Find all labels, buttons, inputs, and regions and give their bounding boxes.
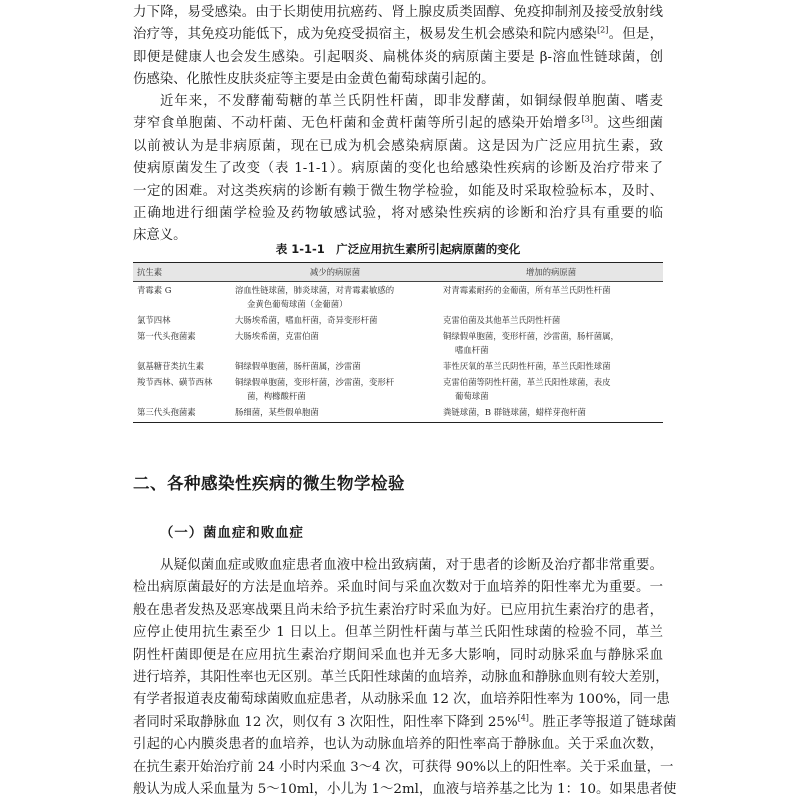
text-line: 力下降，易受感染。由于长期使用抗癌药、肾上腺皮质类固醇、免疫抑制剂及接受放射线: [133, 5, 663, 20]
cell-decreased-pathogens: [231, 312, 439, 328]
cell-increased-pathogens: [439, 374, 663, 404]
cell-increased-pathogens: [439, 328, 663, 358]
text-run: 者同时采取静脉血 12 次，则仅有 3 次阳性，阳性率下降到 25%: [133, 714, 518, 730]
table-row: [133, 374, 663, 404]
text-line: 阴性杆菌即便是在应用抗生素治疗期间采血也并无多大影响，同时动脉采血与静脉采血: [133, 647, 663, 663]
table-row: [133, 328, 663, 358]
table-row: [133, 404, 663, 423]
cell-antibiotic: 氯节四林: [137, 315, 171, 325]
text-line: 即便是健康人也会发生感染。引起咽炎、扁桃体炎的病原菌主要是 β-溶血性链球菌，创: [133, 49, 663, 65]
cell-decreased-pathogens: [231, 404, 439, 423]
cell-antibiotic: 青霉素 G: [137, 285, 172, 295]
text-line: 使病原菌发生了改变（表 1-1-1）。病原菌的变化也给感染性疾病的诊断及治疗带来了: [133, 161, 663, 177]
cell-line: 大肠埃希菌，克雷伯菌: [235, 331, 319, 341]
text-run: 。但是，: [608, 27, 664, 43]
text-run: 。这些细菌: [592, 116, 664, 132]
cell-line: 葡萄球菌: [455, 391, 489, 401]
text-run: 治疗等，其免疫功能低下，成为免疫受损宿主，极易发生机会感染和院内感染: [133, 27, 598, 43]
cell-increased-pathogens: [439, 282, 663, 313]
column-header: 增加的病原菌: [439, 263, 663, 282]
citation-ref: [4]: [517, 713, 529, 723]
text-line: 应停止使用抗生素至少 1 日以上。但革兰阴性杆菌与革兰氏阳性球菌的检验不同，革兰: [133, 625, 663, 641]
table-header-row: [133, 263, 663, 282]
column-header: 减少的病原菌: [231, 263, 439, 282]
cell-line: 铜绿假单胞菌，肠杆菌属，沙雷菌: [235, 361, 361, 371]
cell-line: 大肠埃希菌，嗜血杆菌，奇异变形杆菌: [235, 315, 378, 325]
text-line: [133, 712, 677, 734]
cell-antibiotic: 第三代头孢菌素: [133, 404, 231, 423]
text-line: 床意义。: [133, 228, 187, 244]
text-line: 在抗生素开始治疗前 24 小时内采血 3～4 次，可获得 90%以上的阳性率。关于采血量，一: [133, 759, 674, 775]
text-line: 般在患者发热及恶寒战栗且尚未给予抗生素治疗时采血为好。已应用抗生素治疗的患者，: [133, 602, 663, 618]
text-line: 从疑似菌血症或败血症患者血液中检出致病菌，对于患者的诊断及治疗都非常重要。: [160, 558, 663, 573]
text-line: 有学者报道表皮葡萄球菌败血症患者，从动脉采血 12 次，血培养阳性率为 100%，同一患: [133, 692, 670, 708]
cell-line: 金黄色葡萄球菌（金葡菌）: [247, 299, 348, 309]
text-line: 般认为成人采血量为 5～10ml，小儿为 1～2ml，血液与培养基之比为 1：10。如果患者使: [133, 782, 677, 798]
cell-line: 菌，枸橼酸杆菌: [247, 391, 306, 401]
cell-line: 嗜血杆菌: [455, 345, 489, 355]
paragraph-immunity: [133, 2, 663, 92]
table-row: [133, 282, 663, 313]
text-run: 芽窄食单胞菌、不动杆菌、无色杆菌和金黄杆菌等所引起的感染开始增多: [133, 116, 582, 132]
cell-line: 粪链球菌，B 群链球菌，蜡样芽孢杆菌: [443, 407, 586, 417]
cell-antibiotic: 第一代头孢菌素: [137, 331, 196, 341]
text-run: 。胜正孝等报道了链球菌: [528, 714, 677, 730]
column-header: 抗生素: [133, 263, 231, 282]
cell-line: 对青霉素耐药的金葡菌，所有革兰氏阴性杆菌: [443, 285, 611, 295]
paragraph-blood-culture: [133, 555, 677, 801]
cell-increased-pathogens: [439, 358, 663, 374]
table-row: [133, 358, 663, 374]
cell-line: 铜绿假单胞菌，变形杆菌，沙雷菌，变形杆: [235, 377, 395, 387]
text-line: 检出病原菌最好的方法是血培养。采血时间与采血次数对于血培养的阳性率尤为重要。一: [133, 580, 663, 596]
cell-decreased-pathogens: [231, 328, 439, 358]
cell-decreased-pathogens: [231, 358, 439, 374]
text-line: [133, 113, 663, 135]
text-line: 一定的困难。对这类疾病的诊断有赖于微生物学检验，如能及时采取检验标本，及时、: [133, 183, 663, 199]
cell-increased-pathogens: [439, 312, 663, 328]
cell-line: 肠细菌，某些假单胞菌: [235, 407, 319, 417]
cell-increased-pathogens: [439, 404, 663, 423]
cell-antibiotic: 羧节西林、磺节西林: [137, 377, 213, 387]
table-caption: 表 1-1-1 广泛应用抗生素所引起病原菌的变化: [275, 242, 521, 256]
citation-ref: [2]: [597, 25, 609, 35]
cell-antibiotic: 氨基糖苷类抗生素: [137, 361, 204, 371]
cell-decreased-pathogens: [231, 374, 439, 404]
text-line: 近年来，不发酵葡萄糖的革兰氏阴性杆菌，即非发酵菌，如铜绿假单胞菌、嗜麦: [160, 94, 663, 109]
citation-ref: [3]: [581, 114, 593, 124]
text-line: 正确地进行细菌学检验及药物敏感试验，将对感染性疾病的诊断和治疗具有重要的临: [133, 206, 663, 222]
cell-line: 铜绿假单胞菌，变形杆菌，沙雷菌，肠杆菌属，: [443, 331, 619, 341]
cell-line: 克雷伯菌等阴性杆菌，革兰氏阳性球菌，表皮: [443, 377, 611, 387]
paragraph-nonfermenters: [133, 91, 663, 248]
cell-line: 克雷伯菌及其他革兰氏阴性杆菌: [443, 315, 561, 325]
cell-line: 溶血性链球菌，肺炎球菌，对青霉素敏感的: [235, 285, 395, 295]
cell-decreased-pathogens: [231, 282, 439, 313]
text-line: 伤感染、化脓性皮肤炎症等主要是由金黄色葡萄球菌引起的。: [133, 72, 495, 88]
text-line: 以前被认为是非病原菌，现在已成为机会感染病原菌。这是因为广泛应用抗生素，致: [133, 138, 663, 154]
antibiotic-pathogen-table: [133, 262, 663, 423]
text-line: [133, 24, 663, 46]
section-heading: 二、各种感染性疾病的微生物学检验: [133, 474, 405, 493]
cell-line: 菲性厌氧的革兰氏阴性杆菌，革兰氏阳性球菌: [443, 361, 611, 371]
text-line: 进行培养，其阳性率也无区别。革兰氏阳性球菌的血培养，动脉血和静脉血则有较大差别，: [133, 670, 669, 686]
table-row: [133, 312, 663, 328]
subsection-heading: （一）菌血症和败血症: [160, 525, 304, 541]
text-line: 引起的心内膜炎患者的血培养，也认为动脉血培养的阳性率高于静脉血。关于采血次数，: [133, 737, 663, 753]
